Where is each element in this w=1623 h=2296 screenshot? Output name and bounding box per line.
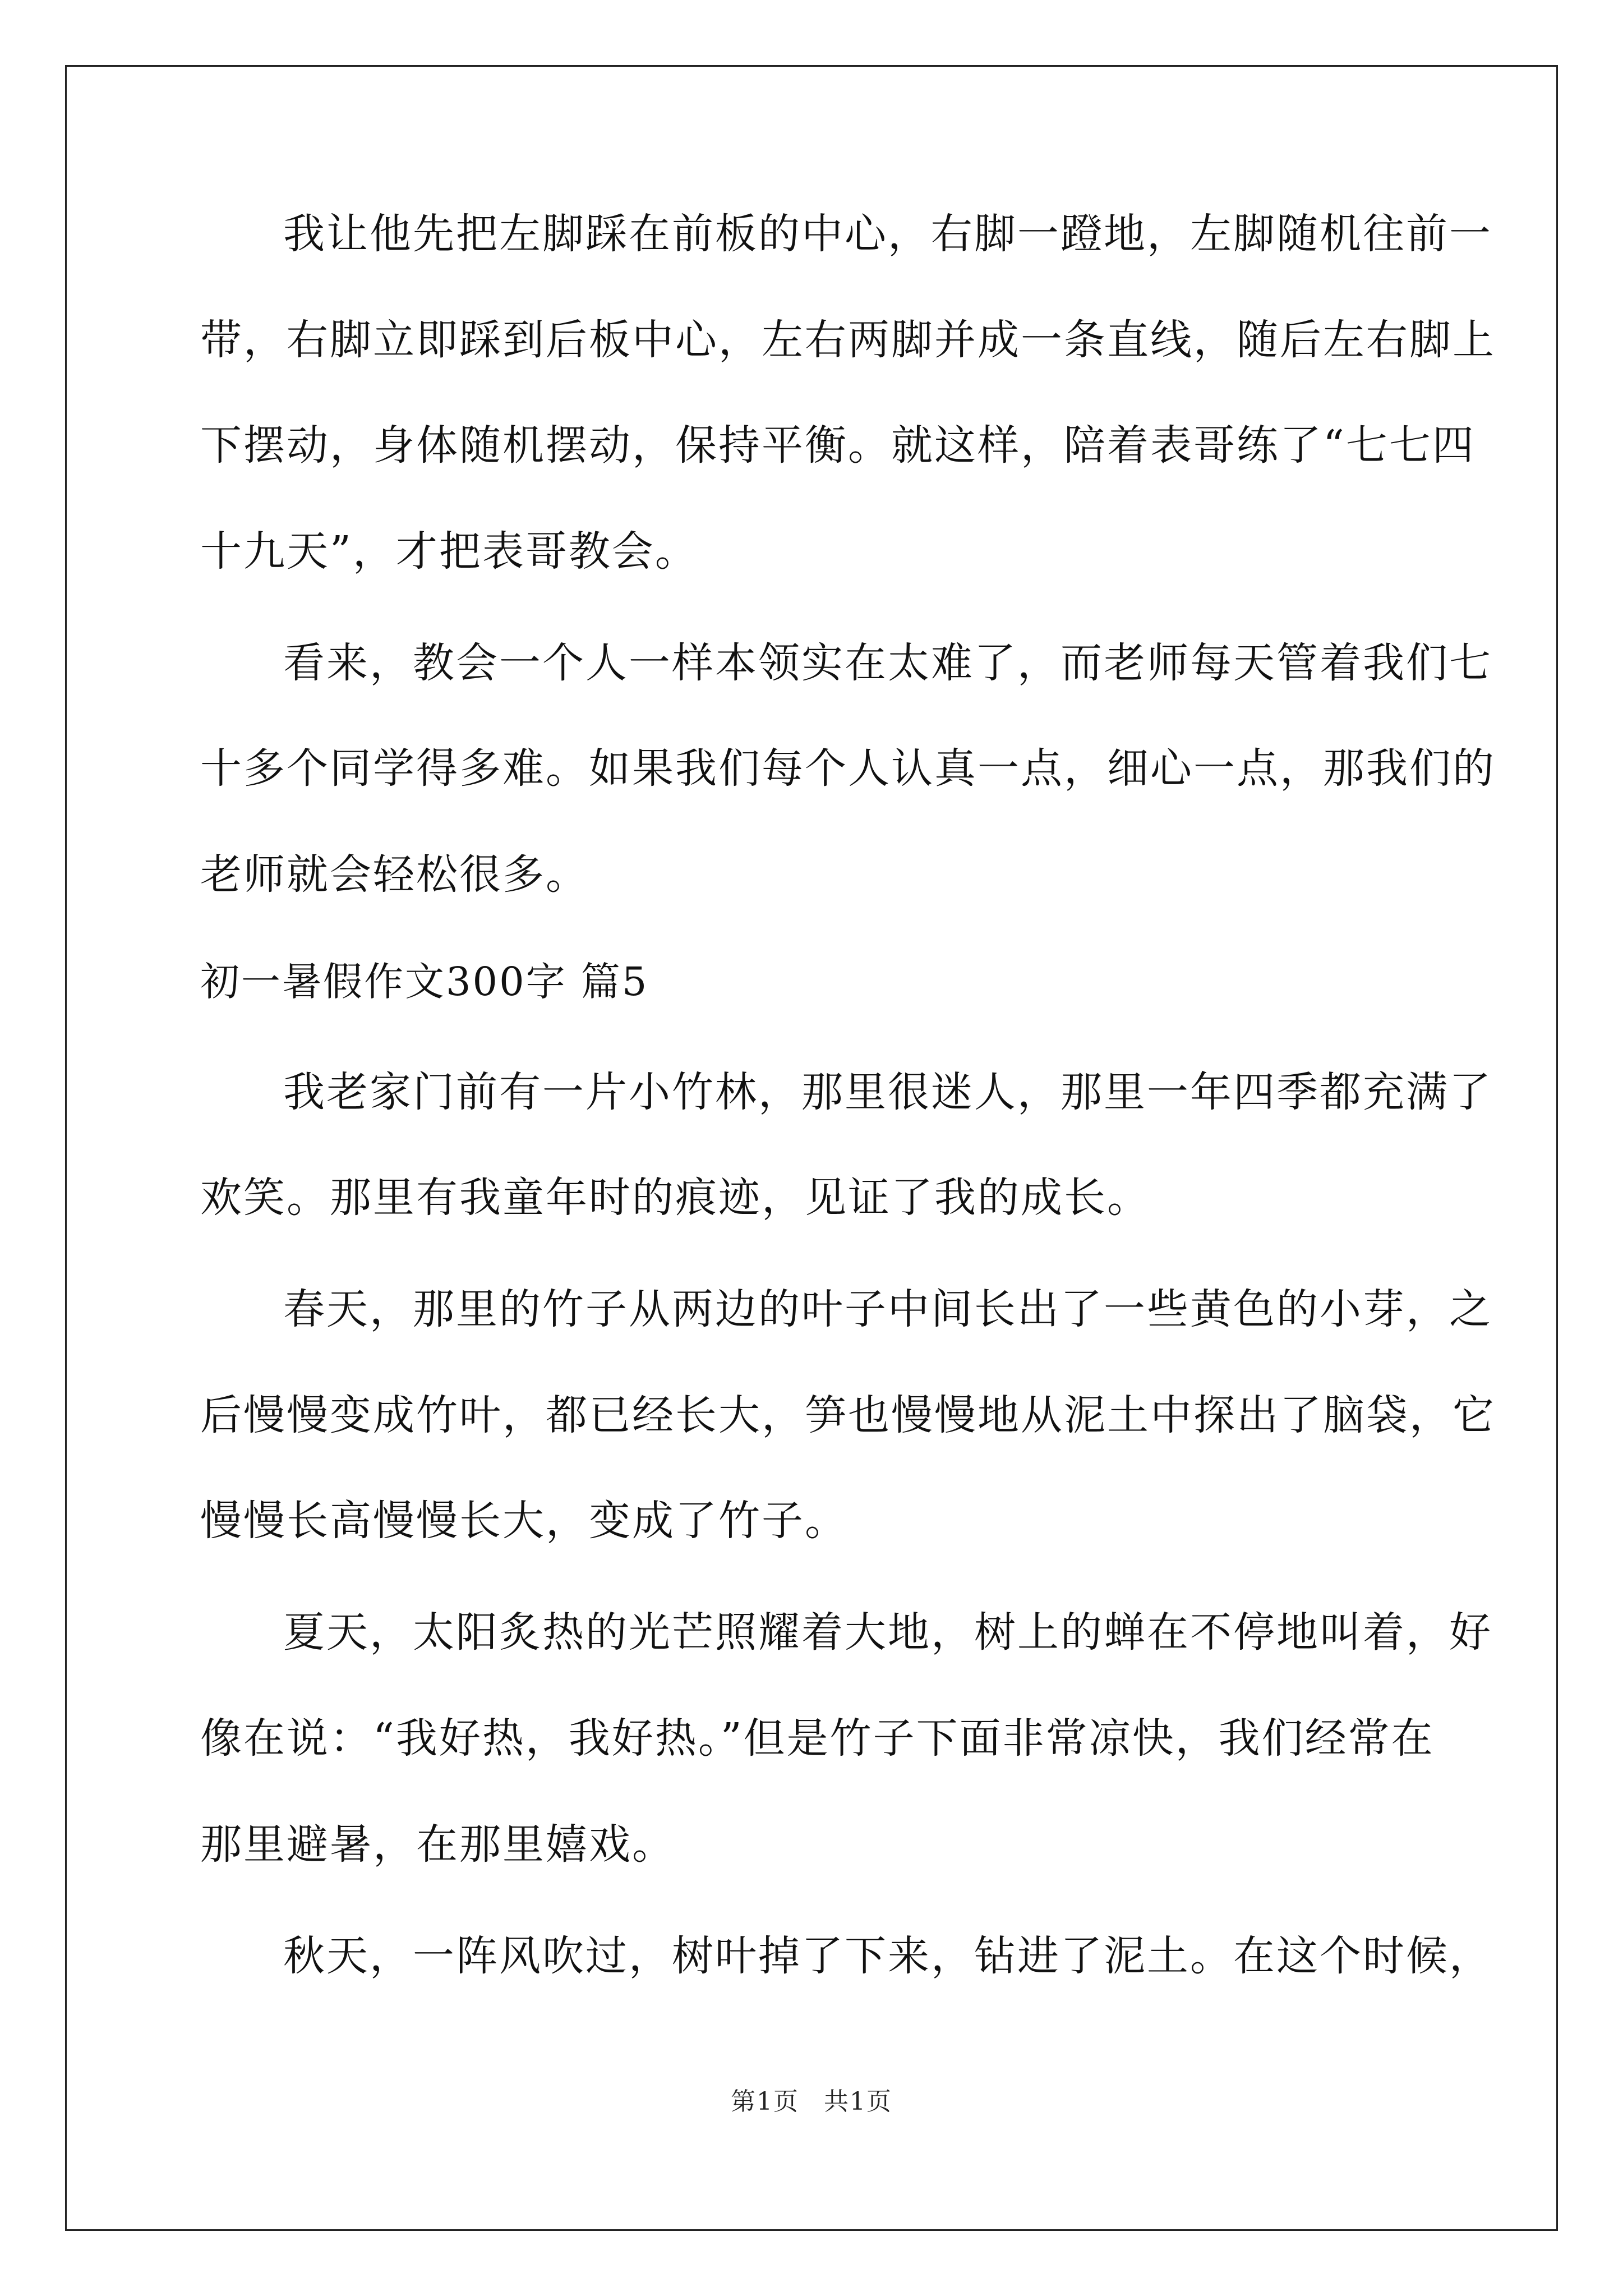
paragraph-line: 看来，教会一个人一样本领实在太难了，而老师每天管着我们七: [283, 639, 1492, 687]
paragraph-line: 我老家门前有一片小竹林，那里很迷人，那里一年四季都充满了: [283, 1068, 1492, 1116]
page-number: 第1页: [731, 2087, 799, 2116]
paragraph-line: 老师就会轻松很多。: [200, 850, 589, 899]
paragraph-line: 那里避暑，在那里嬉戏。: [200, 1820, 675, 1869]
paragraph-line: 秋天，一阵风吹过，树叶掉了下来，钻进了泥土。在这个时候，: [283, 1932, 1492, 1980]
paragraph-line: 我让他先把左脚踩在前板的中心，右脚一蹬地，左脚随机往前一: [283, 210, 1492, 258]
paragraph-line: 欢笑。那里有我童年时的痕迹，见证了我的成长。: [200, 1174, 1150, 1222]
paragraph-line: 带，右脚立即踩到后板中心，左右两脚并成一条直线，随后左右脚上: [200, 316, 1496, 364]
paragraph-line: 后慢慢变成竹叶，都已经长大，笋也慢慢地从泥土中探出了脑袋，它: [200, 1391, 1496, 1439]
paragraph-line: 十多个同学得多难。如果我们每个人认真一点，细心一点，那我们的: [200, 744, 1496, 793]
total-pages: 共1页: [824, 2087, 892, 2116]
paragraph-line: 十九天”，才把表哥教会。: [200, 527, 698, 576]
paragraph-line: 夏天，太阳炙热的光芒照耀着大地，树上的蝉在不停地叫着，好: [283, 1608, 1492, 1657]
page-border: [65, 65, 1558, 2231]
paragraph-line: 慢慢长高慢慢长大，变成了竹子。: [200, 1497, 848, 1545]
paragraph-line: 像在说：“我好热，我好热。”但是竹子下面非常凉快，我们经常在: [200, 1714, 1435, 1763]
section-heading: 初一暑假作文300字 篇5: [200, 959, 649, 1005]
page-footer: [0, 2086, 1623, 2118]
paragraph-line: 下摆动，身体随机摆动，保持平衡。就这样，陪着表哥练了“七七四: [200, 421, 1476, 470]
paragraph-line: 春天，那里的竹子从两边的叶子中间长出了一些黄色的小芽，之: [283, 1285, 1492, 1333]
